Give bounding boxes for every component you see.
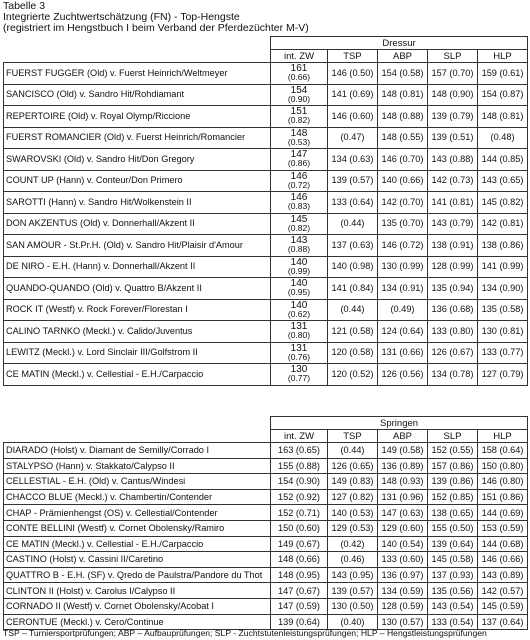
column-header: int. ZW: [271, 50, 328, 63]
slp-cell: 152 (0.55): [428, 443, 478, 459]
table-row: [4, 567, 528, 583]
int-zw-cell: [271, 127, 328, 149]
int-zw-value: 130: [290, 364, 308, 376]
int-zw-cell: 139 (0.64): [271, 614, 328, 630]
hlp-cell: 158 (0.64): [478, 443, 528, 459]
tsp-cell: 121 (0.58): [328, 321, 378, 343]
column-header: ABP: [378, 50, 428, 63]
int-zw-reliability: (0.62): [287, 308, 311, 319]
horse-name: LEWITZ (Meckl.) v. Lord Sinclair III/Golfstrom II: [4, 342, 271, 364]
abp-cell: 133 (0.60): [378, 552, 428, 568]
table-row: [4, 63, 528, 85]
int-zw-reliability: (0.95): [287, 287, 311, 298]
slp-cell: 138 (0.91): [428, 235, 478, 257]
springen-column-header-row: [4, 430, 528, 443]
horse-name: SAROTTI (Hann) v. Sandro Hit/Wolkenstein II: [4, 192, 271, 214]
slp-cell: 139 (0.86): [428, 474, 478, 490]
tsp-cell: (0.42): [328, 536, 378, 552]
tsp-cell: 133 (0.64): [328, 192, 378, 214]
tsp-cell: 120 (0.58): [328, 342, 378, 364]
footnote: TSP – Turniersportprüfungen; ABP – Aufbauprüfungen; SLP - Zuchtstutenleistungsprüfungen; HLP – Hengstleistungsprüfungen: [3, 628, 487, 638]
hlp-cell: 144 (0.85): [478, 149, 528, 171]
int-zw-cell: [271, 256, 328, 278]
int-zw-cell: [271, 278, 328, 300]
table-row: [4, 364, 528, 386]
abp-cell: 140 (0.66): [378, 170, 428, 192]
slp-cell: 142 (0.73): [428, 170, 478, 192]
int-zw-cell: [271, 299, 328, 321]
hlp-cell: 143 (0.89): [478, 567, 528, 583]
slp-cell: 126 (0.67): [428, 342, 478, 364]
hlp-cell: 135 (0.58): [478, 299, 528, 321]
int-zw-reliability: (0.80): [287, 330, 311, 341]
int-zw-value: 151: [290, 106, 308, 118]
tsp-cell: 146 (0.50): [328, 63, 378, 85]
table-row: [4, 235, 528, 257]
table-row: [4, 505, 528, 521]
int-zw-reliability: (0.83): [287, 201, 311, 212]
int-zw-cell: 152 (0.71): [271, 505, 328, 521]
int-zw-value: 145: [290, 213, 308, 225]
slp-cell: 138 (0.65): [428, 505, 478, 521]
tsp-cell: 134 (0.63): [328, 149, 378, 171]
slp-cell: 143 (0.88): [428, 149, 478, 171]
int-zw-value: 140: [290, 299, 308, 311]
slp-cell: 143 (0.54): [428, 598, 478, 614]
slp-cell: 136 (0.68): [428, 299, 478, 321]
int-zw-cell: [271, 364, 328, 386]
tsp-cell: (0.44): [328, 443, 378, 459]
tsp-cell: 141 (0.69): [328, 84, 378, 106]
int-zw-value: 131: [290, 321, 308, 333]
int-zw-value: 146: [290, 192, 308, 204]
tsp-cell: 143 (0.95): [328, 567, 378, 583]
table-row: [4, 489, 528, 505]
column-header: SLP: [428, 50, 478, 63]
hlp-cell: 148 (0.81): [478, 106, 528, 128]
table-row: [4, 192, 528, 214]
abp-cell: 148 (0.88): [378, 106, 428, 128]
int-zw-cell: 150 (0.60): [271, 520, 328, 536]
hlp-cell: 146 (0.80): [478, 474, 528, 490]
springen-table: [3, 416, 528, 630]
horse-name: DON AKZENTUS (Old) v. Donnerhall/Akzent II: [4, 213, 271, 235]
int-zw-cell: 155 (0.88): [271, 458, 328, 474]
table-title: Integrierte Zuchtwertschätzung (FN) - Top-Hengste: [3, 11, 240, 23]
table-row: [4, 170, 528, 192]
horse-name: SWAROVSKI (Old) v. Sandro Hit/Don Gregory: [4, 149, 271, 171]
int-zw-value: 147: [290, 149, 308, 161]
table-subtitle: (registriert im Hengstbuch I beim Verband der Pferdezüchter M-V): [3, 22, 309, 34]
column-header: TSP: [328, 430, 378, 443]
abp-cell: 126 (0.56): [378, 364, 428, 386]
hlp-cell: 145 (0.82): [478, 192, 528, 214]
hlp-cell: 151 (0.86): [478, 489, 528, 505]
abp-cell: 131 (0.66): [378, 342, 428, 364]
hlp-cell: 159 (0.61): [478, 63, 528, 85]
int-zw-reliability: (0.88): [287, 244, 311, 255]
table-row: [4, 443, 528, 459]
hlp-cell: 143 (0.65): [478, 170, 528, 192]
int-zw-cell: 154 (0.90): [271, 474, 328, 490]
table-row: [4, 84, 528, 106]
slp-cell: 137 (0.93): [428, 567, 478, 583]
horse-name: ROCK IT (Westf) v. Rock Forever/Florestan I: [4, 299, 271, 321]
int-zw-value: 143: [290, 235, 308, 247]
int-zw-reliability: (0.76): [287, 351, 311, 362]
column-header: int. ZW: [271, 430, 328, 443]
int-zw-cell: [271, 63, 328, 85]
hlp-cell: 127 (0.79): [478, 364, 528, 386]
int-zw-reliability: (0.77): [287, 373, 311, 384]
horse-name: DIARADO (Holst) v. Diamant de Semilly/Corrado I: [4, 443, 271, 459]
int-zw-cell: [271, 84, 328, 106]
abp-cell: 135 (0.70): [378, 213, 428, 235]
springen-section-label: Springen: [271, 417, 528, 430]
abp-cell: 146 (0.70): [378, 149, 428, 171]
int-zw-cell: [271, 321, 328, 343]
int-zw-cell: [271, 106, 328, 128]
int-zw-cell: 147 (0.67): [271, 583, 328, 599]
horse-name: DE NIRO - E.H. (Hann) v. Donnerhall/Akzent II: [4, 256, 271, 278]
tsp-cell: 127 (0.82): [328, 489, 378, 505]
horse-name: CORNADO II (Westf) v. Cornet Obolensky/Acobat I: [4, 598, 271, 614]
table-row: [4, 256, 528, 278]
horse-name: CALINO TARNKO (Meckl.) v. Calido/Juventus: [4, 321, 271, 343]
column-header: HLP: [478, 50, 528, 63]
table-number: Tabelle 3: [3, 0, 46, 12]
hlp-cell: 133 (0.77): [478, 342, 528, 364]
slp-cell: 139 (0.64): [428, 536, 478, 552]
column-header: ABP: [378, 430, 428, 443]
abp-cell: 134 (0.91): [378, 278, 428, 300]
int-zw-cell: [271, 342, 328, 364]
int-zw-cell: [271, 170, 328, 192]
horse-name: CASTINO (Holst) v. Cassini II/Caretino: [4, 552, 271, 568]
int-zw-cell: 147 (0.59): [271, 598, 328, 614]
table-row: [4, 213, 528, 235]
hlp-cell: 145 (0.59): [478, 598, 528, 614]
horse-name: CE MATIN (Meckl.) v. Cellestial - E.H./Carpaccio: [4, 364, 271, 386]
column-header: TSP: [328, 50, 378, 63]
hlp-cell: 146 (0.66): [478, 552, 528, 568]
slp-cell: 148 (0.90): [428, 84, 478, 106]
column-header: SLP: [428, 430, 478, 443]
slp-cell: 133 (0.80): [428, 321, 478, 343]
hlp-cell: 153 (0.59): [478, 520, 528, 536]
hlp-cell: 130 (0.81): [478, 321, 528, 343]
hlp-cell: 144 (0.69): [478, 505, 528, 521]
dressur-section-label: Dressur: [271, 37, 528, 50]
horse-name: REPERTOIRE (Old) v. Royal Olymp/Riccione: [4, 106, 271, 128]
int-zw-cell: [271, 213, 328, 235]
column-header: HLP: [478, 430, 528, 443]
horse-name: CLINTON II (Holst) v. Carolus I/Calypso II: [4, 583, 271, 599]
slp-cell: 143 (0.79): [428, 213, 478, 235]
int-zw-value: 154: [290, 84, 308, 96]
horse-name: FUERST FUGGER (Old) v. Fuerst Heinrich/Weltmeyer: [4, 63, 271, 85]
int-zw-reliability: (0.86): [287, 158, 311, 169]
abp-cell: 124 (0.64): [378, 321, 428, 343]
tsp-cell: 129 (0.53): [328, 520, 378, 536]
horse-name: CELLESTIAL - E.H. (Old) v. Cantus/Windesi: [4, 474, 271, 490]
horse-name: CHAP - Prämienhengst (OS) v. Cellestial/Contender: [4, 505, 271, 521]
slp-cell: 155 (0.50): [428, 520, 478, 536]
tsp-cell: 149 (0.83): [328, 474, 378, 490]
abp-cell: 146 (0.72): [378, 235, 428, 257]
table-row: [4, 342, 528, 364]
abp-cell: 134 (0.59): [378, 583, 428, 599]
tsp-cell: 139 (0.57): [328, 170, 378, 192]
int-zw-cell: 163 (0.65): [271, 443, 328, 459]
slp-cell: 139 (0.51): [428, 127, 478, 149]
slp-cell: 134 (0.78): [428, 364, 478, 386]
horse-name: SANCISCO (Old) v. Sandro Hit/Rohdiamant: [4, 84, 271, 106]
tsp-cell: (0.46): [328, 552, 378, 568]
tsp-cell: 146 (0.60): [328, 106, 378, 128]
table-row: [4, 278, 528, 300]
int-zw-cell: 148 (0.66): [271, 552, 328, 568]
tsp-cell: 130 (0.50): [328, 598, 378, 614]
horse-name: SAN AMOUR - St.Pr.H. (Old) v. Sandro Hit/Plaisir d'Amour: [4, 235, 271, 257]
slp-cell: 135 (0.94): [428, 278, 478, 300]
tsp-cell: 141 (0.84): [328, 278, 378, 300]
int-zw-reliability: (0.90): [287, 93, 311, 104]
hlp-cell: 137 (0.64): [478, 614, 528, 630]
table-row: [4, 458, 528, 474]
horse-name: COUNT UP (Hann) v. Conteur/Don Primero: [4, 170, 271, 192]
hlp-cell: (0.48): [478, 127, 528, 149]
horse-name: FUERST ROMANCIER (Old) v. Fuerst Heinrich/Romancier: [4, 127, 271, 149]
abp-cell: 131 (0.96): [378, 489, 428, 505]
hlp-cell: 138 (0.86): [478, 235, 528, 257]
slp-cell: 157 (0.86): [428, 458, 478, 474]
tsp-cell: (0.40): [328, 614, 378, 630]
slp-cell: 145 (0.58): [428, 552, 478, 568]
int-zw-cell: 152 (0.92): [271, 489, 328, 505]
tsp-cell: (0.44): [328, 213, 378, 235]
table-row: [4, 598, 528, 614]
int-zw-reliability: (0.53): [287, 136, 311, 147]
int-zw-value: 161: [290, 63, 308, 75]
table-row: [4, 520, 528, 536]
horse-name: QUATTRO B - E.H. (SF) v. Qredo de Paulstra/Pandore du Thot: [4, 567, 271, 583]
abp-cell: 147 (0.63): [378, 505, 428, 521]
table-row: [4, 474, 528, 490]
slp-cell: 139 (0.79): [428, 106, 478, 128]
abp-cell: 130 (0.57): [378, 614, 428, 630]
tsp-cell: 120 (0.52): [328, 364, 378, 386]
hlp-cell: 144 (0.68): [478, 536, 528, 552]
abp-cell: (0.49): [378, 299, 428, 321]
table-row: [4, 536, 528, 552]
hlp-cell: 141 (0.99): [478, 256, 528, 278]
abp-cell: 148 (0.55): [378, 127, 428, 149]
horse-name: STALYPSO (Hann) v. Stakkato/Calypso II: [4, 458, 271, 474]
abp-cell: 136 (0.97): [378, 567, 428, 583]
tsp-cell: 126 (0.65): [328, 458, 378, 474]
abp-cell: 154 (0.58): [378, 63, 428, 85]
int-zw-cell: [271, 235, 328, 257]
abp-cell: 129 (0.60): [378, 520, 428, 536]
abp-cell: 148 (0.81): [378, 84, 428, 106]
horse-name: CE MATIN (Meckl.) v. Cellestial - E.H./Carpaccio: [4, 536, 271, 552]
slp-cell: 141 (0.81): [428, 192, 478, 214]
int-zw-value: 148: [290, 127, 308, 139]
int-zw-cell: 149 (0.67): [271, 536, 328, 552]
int-zw-cell: 148 (0.95): [271, 567, 328, 583]
int-zw-reliability: (0.99): [287, 265, 311, 276]
tsp-cell: 140 (0.53): [328, 505, 378, 521]
abp-cell: 149 (0.58): [378, 443, 428, 459]
table-row: [4, 106, 528, 128]
table-row: [4, 299, 528, 321]
horse-name: CONTE BELLINI (Westf) v. Cornet Obolensky/Ramiro: [4, 520, 271, 536]
int-zw-value: 140: [290, 256, 308, 268]
abp-cell: 140 (0.54): [378, 536, 428, 552]
table-row: [4, 583, 528, 599]
int-zw-cell: [271, 192, 328, 214]
int-zw-reliability: (0.72): [287, 179, 311, 190]
int-zw-value: 140: [290, 278, 308, 290]
int-zw-reliability: (0.66): [287, 72, 311, 83]
slp-cell: 157 (0.70): [428, 63, 478, 85]
tsp-cell: 139 (0.57): [328, 583, 378, 599]
abp-cell: 128 (0.59): [378, 598, 428, 614]
slp-cell: 128 (0.99): [428, 256, 478, 278]
tsp-cell: 140 (0.98): [328, 256, 378, 278]
hlp-cell: 142 (0.81): [478, 213, 528, 235]
int-zw-reliability: (0.82): [287, 115, 311, 126]
int-zw-reliability: (0.82): [287, 222, 311, 233]
int-zw-value: 146: [290, 170, 308, 182]
slp-cell: 135 (0.56): [428, 583, 478, 599]
tsp-cell: 137 (0.63): [328, 235, 378, 257]
hlp-cell: 154 (0.87): [478, 84, 528, 106]
tsp-cell: (0.47): [328, 127, 378, 149]
horse-name: CHACCO BLUE (Meckl.) v. Chambertin/Contender: [4, 489, 271, 505]
abp-cell: 142 (0.70): [378, 192, 428, 214]
abp-cell: 130 (0.99): [378, 256, 428, 278]
tsp-cell: (0.44): [328, 299, 378, 321]
table-row: [4, 127, 528, 149]
table-row: [4, 321, 528, 343]
table-row: [4, 552, 528, 568]
dressur-column-header-row: [4, 50, 528, 63]
dressur-table: [3, 36, 528, 386]
hlp-cell: 142 (0.57): [478, 583, 528, 599]
table-row: [4, 149, 528, 171]
abp-cell: 148 (0.93): [378, 474, 428, 490]
horse-name: CERONTUE (Meckl.) v. Cero/Continue: [4, 614, 271, 630]
hlp-cell: 134 (0.90): [478, 278, 528, 300]
hlp-cell: 150 (0.80): [478, 458, 528, 474]
slp-cell: 133 (0.54): [428, 614, 478, 630]
horse-name: QUANDO-QUANDO (Old) v. Quattro B/Akzent II: [4, 278, 271, 300]
slp-cell: 152 (0.85): [428, 489, 478, 505]
int-zw-cell: [271, 149, 328, 171]
abp-cell: 136 (0.89): [378, 458, 428, 474]
int-zw-value: 131: [290, 342, 308, 354]
